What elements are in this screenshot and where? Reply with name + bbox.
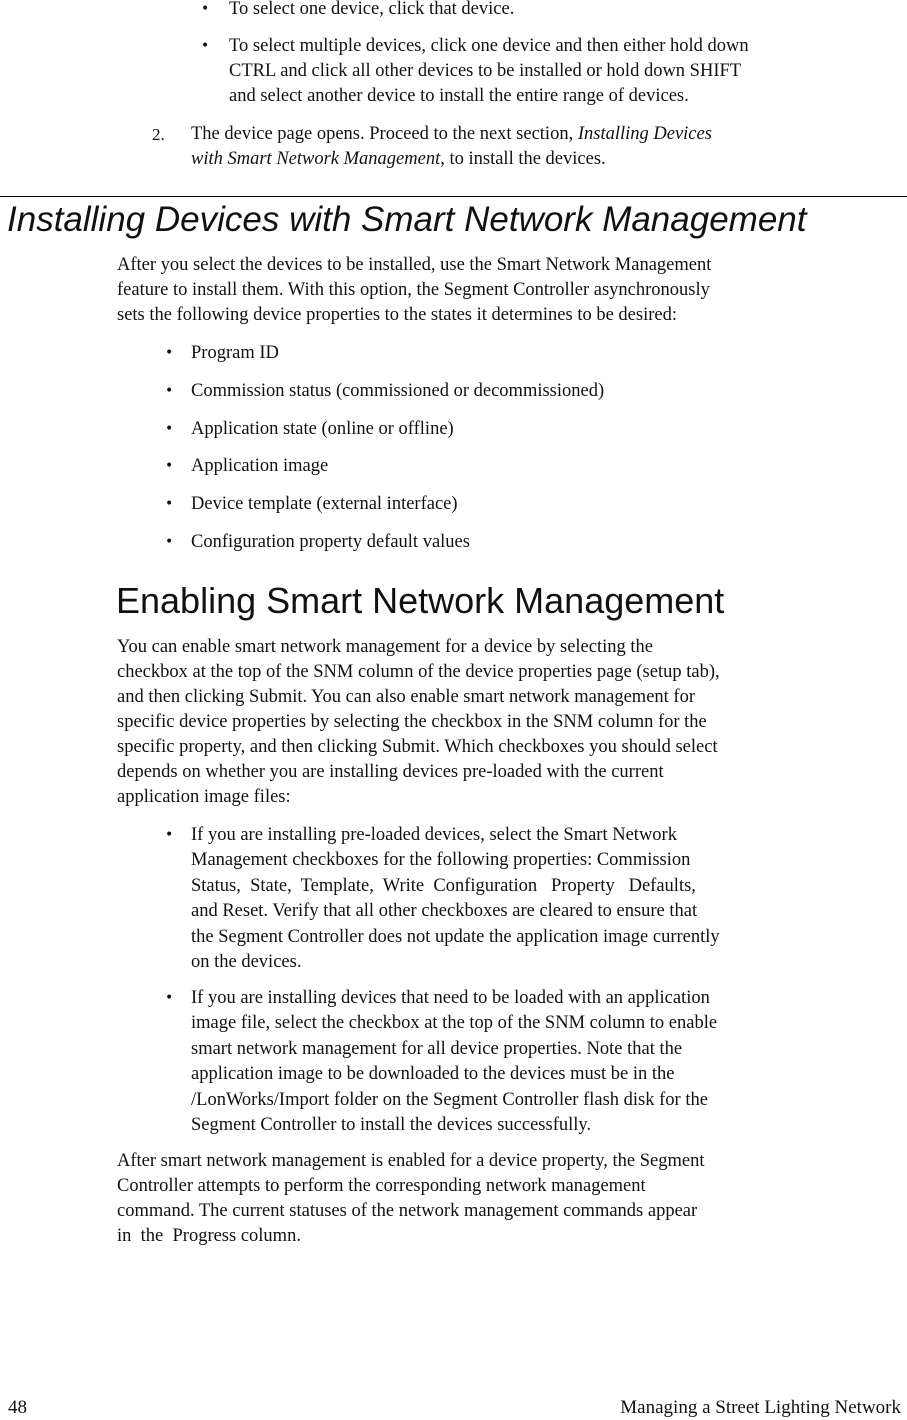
section-link[interactable]: with Smart Network Management — [191, 149, 441, 169]
bullet-text: CTRL and click all other devices to be installed or hold down SHIFT — [229, 61, 742, 81]
bullet-text: If you are installing pre-loaded devices, select the Smart Network — [191, 825, 677, 845]
section-divider — [0, 196, 907, 197]
paragraph-line: depends on whether you are installing devices pre-loaded with the current — [117, 762, 664, 782]
bullet-icon: • — [201, 1, 210, 17]
bullet-text: image file, select the checkbox at the top of the SNM column to enable — [191, 1013, 718, 1034]
paragraph-line: checkbox at the top of the SNM column of the device properties page (setup tab), — [117, 662, 720, 682]
footer-title: Managing a Street Lighting Network — [620, 1397, 901, 1418]
bullet-icon: • — [165, 382, 174, 399]
heading-enabling-snm: Enabling Smart Network Management — [116, 580, 725, 621]
bullet-icon: • — [165, 827, 174, 843]
step-text: , to install the devices. — [440, 149, 606, 169]
step-number: 2. — [152, 125, 165, 144]
heading-installing-devices: Installing Devices with Smart Network Management — [7, 200, 807, 239]
bullet-icon: • — [201, 38, 210, 54]
bullet-text: on the devices. — [191, 952, 302, 972]
bullet-icon: • — [165, 496, 174, 513]
paragraph-line: sets the following device properties to the states it determines to be desired: — [117, 305, 677, 325]
bullet-text: application image to be downloaded to the devices must be in the — [191, 1064, 675, 1085]
bullet-text: smart network management for all device properties. Note that the — [191, 1038, 683, 1059]
bullet-icon: • — [165, 420, 174, 437]
paragraph-line: application image files: — [117, 787, 291, 807]
property-bullet: Commission status (commissioned or decommissioned) — [191, 380, 605, 401]
bullet-text: Management checkboxes for the following properties: Commission — [191, 850, 691, 871]
paragraph-line: specific device properties by selecting the checkbox in the SNM column for the — [117, 712, 707, 732]
step-text-line — [191, 147, 606, 172]
bullet-text: the Segment Controller does not update the application image currently — [191, 926, 720, 947]
bullet-text: If you are installing devices that need to be loaded with an application — [191, 988, 710, 1008]
bullet-text: /LonWorks/Import folder on the Segment Controller flash disk for the — [191, 1089, 708, 1110]
bullet-text: To select one device, click that device. — [229, 0, 515, 19]
property-bullet: Configuration property default values — [191, 532, 470, 552]
bullet-text: and Reset. Verify that all other checkboxes are cleared to ensure that — [191, 901, 698, 922]
step-text-line — [191, 122, 712, 147]
page-number: 48 — [8, 1397, 27, 1418]
bullet-icon: • — [165, 534, 174, 550]
bullet-icon: • — [165, 458, 174, 475]
section-link[interactable]: Installing Devices — [577, 124, 712, 144]
bullet-icon: • — [165, 990, 174, 1006]
property-bullet: Application image — [191, 456, 329, 477]
property-bullet: Application state (online or offline) — [191, 418, 454, 439]
paragraph-line: in the Progress column. — [117, 1226, 301, 1246]
paragraph-line: command. The current statuses of the network management commands appear — [117, 1201, 698, 1221]
property-bullet: Device template (external interface) — [191, 494, 458, 515]
paragraph-line: feature to install them. With this option, the Segment Controller asynchronously — [117, 280, 710, 300]
paragraph-line: After smart network management is enabled for a device property, the Segment — [117, 1151, 705, 1171]
paragraph-line: After you select the devices to be installed, use the Smart Network Management — [117, 255, 712, 275]
property-bullet: Program ID — [191, 343, 279, 363]
bullet-icon: • — [165, 345, 174, 361]
bullet-text: Status, State, Template, Write Configuration Property Defaults, — [191, 875, 696, 896]
bullet-text: To select multiple devices, click one device and then either hold down — [229, 36, 749, 56]
paragraph-line: You can enable smart network management for a device by selecting the — [117, 637, 653, 657]
bullet-text: Segment Controller to install the devices successfully. — [191, 1115, 592, 1135]
bullet-text: and select another device to install the entire range of devices. — [229, 86, 689, 106]
paragraph-line: specific property, and then clicking Submit. Which checkboxes you should select — [117, 737, 718, 757]
paragraph-line: Controller attempts to perform the corresponding network management — [117, 1176, 646, 1196]
step-text: The device page opens. Proceed to the next section, — [191, 124, 578, 144]
paragraph-line: and then clicking Submit. You can also enable smart network management for — [117, 687, 695, 707]
